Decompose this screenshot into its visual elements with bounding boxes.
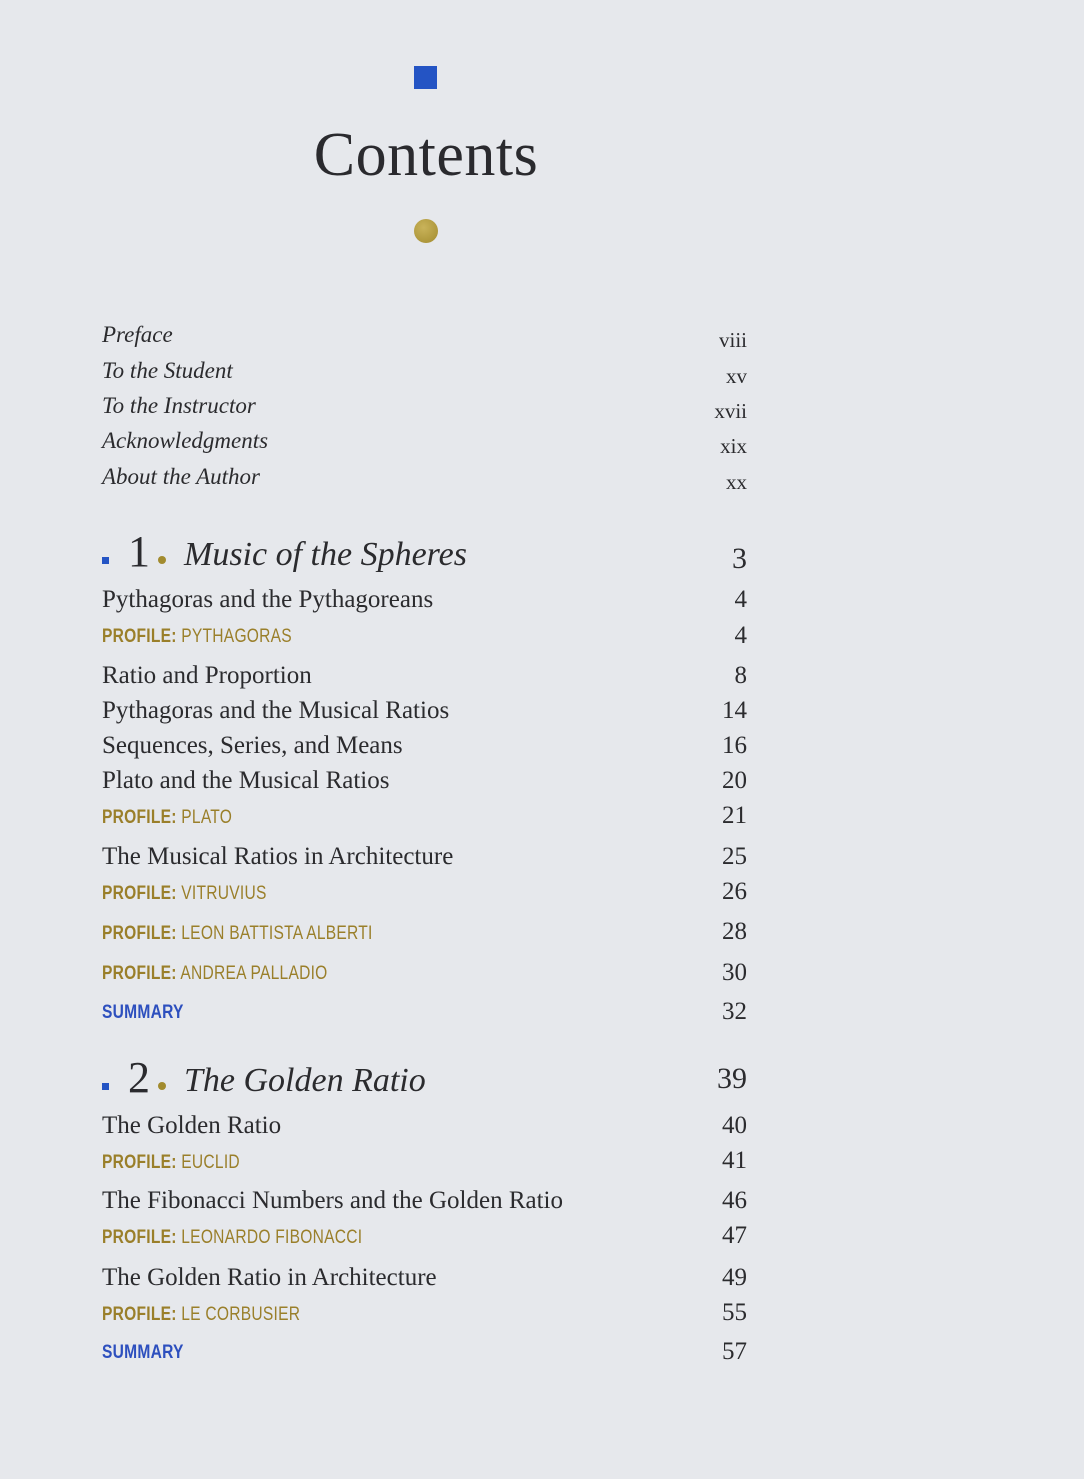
profile-name: VITRUVIUS — [181, 883, 267, 904]
toc-entry-section[interactable] — [102, 843, 747, 875]
toc-entry-section[interactable] — [102, 767, 747, 799]
chapter-square-bullet — [102, 557, 109, 564]
toc-entry-page: 20 — [722, 767, 747, 794]
toc-entry-section[interactable] — [102, 586, 747, 618]
toc-entry-label — [102, 1152, 240, 1174]
chapter-number: 1 — [128, 527, 150, 576]
toc-entry-page: viii — [718, 328, 747, 352]
toc-entry-label: About the Author — [102, 464, 261, 489]
toc-entry-page: 4 — [734, 622, 747, 649]
toc-entry-profile[interactable] — [102, 918, 747, 950]
toc-entry-section[interactable] — [102, 1264, 747, 1296]
toc-entry-profile[interactable] — [102, 1299, 747, 1331]
chapter-title: The Golden Ratio — [184, 1062, 426, 1099]
toc-entry-label: The Golden Ratio in Architecture — [102, 1264, 437, 1291]
chapter-heading-1[interactable] — [102, 527, 747, 582]
toc-entry-label: Pythagoras and the Pythagoreans — [102, 586, 434, 613]
profile-name: ANDREA PALLADIO — [180, 963, 328, 984]
toc-entry-to-the-student[interactable] — [102, 358, 747, 392]
toc-entry-page: 49 — [722, 1264, 747, 1291]
toc-entry-section[interactable] — [102, 1187, 747, 1219]
chapter-title: Music of the Spheres — [184, 536, 467, 573]
toc-entry-page: 32 — [722, 998, 747, 1025]
toc-entry-page: 47 — [722, 1222, 747, 1249]
toc-entry-label: Plato and the Musical Ratios — [102, 767, 390, 794]
profile-prefix: PROFILE: — [102, 807, 177, 828]
toc-entry-label: The Musical Ratios in Architecture — [102, 843, 454, 870]
toc-entry-label: Preface — [102, 322, 173, 347]
toc-entry-profile[interactable] — [102, 959, 747, 991]
toc-entry-page: 55 — [722, 1299, 747, 1326]
toc-entry-label: SUMMARY — [102, 1342, 184, 1363]
toc-entry-label: Acknowledgments — [102, 428, 269, 453]
profile-name: LEON BATTISTA ALBERTI — [181, 923, 373, 944]
chapter-number: 2 — [128, 1053, 150, 1102]
toc-entry-label — [102, 626, 292, 648]
profile-name: PYTHAGORAS — [181, 626, 292, 647]
profile-prefix: PROFILE: — [102, 883, 177, 904]
profile-prefix: PROFILE: — [102, 626, 177, 647]
toc-entry-page: 41 — [722, 1147, 747, 1174]
toc-entry-label — [102, 1227, 362, 1249]
toc-entry-to-the-instructor[interactable] — [102, 393, 747, 427]
toc-entry-label — [102, 1304, 300, 1326]
profile-prefix: PROFILE: — [102, 923, 177, 944]
profile-name: PLATO — [181, 807, 233, 828]
toc-entry-label: Sequences, Series, and Means — [102, 732, 403, 759]
toc-entry-acknowledgments[interactable] — [102, 428, 747, 462]
toc-entry-section[interactable] — [102, 732, 747, 764]
page-title: Contents — [313, 121, 539, 189]
toc-entry-page: 26 — [722, 878, 747, 905]
profile-name: LEONARDO FIBONACCI — [181, 1227, 363, 1248]
chapter-heading-2[interactable] — [102, 1053, 747, 1108]
chapter-dot-bullet — [158, 1082, 166, 1090]
blue-square-ornament — [414, 66, 437, 89]
toc-entry-page: 46 — [722, 1187, 747, 1214]
profile-prefix: PROFILE: — [102, 1227, 177, 1248]
toc-entry-page: 30 — [722, 959, 747, 986]
toc-entry-label — [102, 883, 267, 905]
toc-entry-page: 8 — [734, 662, 747, 689]
chapter-page: 3 — [732, 542, 747, 575]
chapter-square-bullet — [102, 1083, 109, 1090]
profile-prefix: PROFILE: — [102, 963, 177, 984]
toc-entry-label — [102, 807, 232, 829]
toc-entry-page: 21 — [722, 802, 747, 829]
profile-prefix: PROFILE: — [102, 1152, 177, 1173]
toc-entry-section[interactable] — [102, 662, 747, 694]
toc-entry-page: 28 — [722, 918, 747, 945]
toc-entry-label: The Fibonacci Numbers and the Golden Ratio — [102, 1187, 563, 1214]
chapter-page: 39 — [717, 1062, 747, 1095]
toc-entry-page: xx — [726, 470, 747, 494]
toc-entry-label — [102, 923, 373, 945]
toc-entry-page: 14 — [722, 697, 747, 724]
toc-entry-preface[interactable] — [102, 322, 747, 356]
toc-entry-label: Ratio and Proportion — [102, 662, 312, 689]
toc-entry-page: xvii — [714, 399, 747, 423]
toc-entry-page: 4 — [734, 586, 747, 613]
toc-entry-label — [102, 963, 328, 985]
toc-entry-profile[interactable] — [102, 878, 747, 910]
gold-dot-ornament — [414, 219, 438, 243]
chapter-dot-bullet — [158, 556, 166, 564]
toc-entry-label: The Golden Ratio — [102, 1112, 282, 1139]
profile-prefix: PROFILE: — [102, 1304, 177, 1325]
toc-entry-label: To the Student — [102, 358, 233, 383]
profile-name: LE CORBUSIER — [181, 1304, 301, 1325]
toc-entry-label: SUMMARY — [102, 1002, 184, 1023]
toc-entry-about-the-author[interactable] — [102, 464, 747, 498]
toc-entry-summary[interactable] — [102, 1338, 747, 1370]
toc-entry-page: xix — [720, 434, 747, 458]
toc-entry-page: xv — [726, 364, 747, 388]
toc-entry-profile[interactable] — [102, 802, 747, 834]
toc-entry-page: 57 — [722, 1338, 747, 1365]
profile-name: EUCLID — [181, 1152, 240, 1173]
toc-entry-section[interactable] — [102, 1112, 747, 1144]
toc-entry-page: 16 — [722, 732, 747, 759]
toc-entry-label: Pythagoras and the Musical Ratios — [102, 697, 450, 724]
toc-entry-label: To the Instructor — [102, 393, 256, 418]
toc-entry-profile[interactable] — [102, 1147, 747, 1179]
toc-entry-profile[interactable] — [102, 1222, 747, 1254]
toc-entry-page: 25 — [722, 843, 747, 870]
toc-entry-section[interactable] — [102, 697, 747, 729]
toc-entry-profile[interactable] — [102, 622, 747, 654]
toc-entry-page: 40 — [722, 1112, 747, 1139]
toc-entry-summary[interactable] — [102, 998, 747, 1030]
